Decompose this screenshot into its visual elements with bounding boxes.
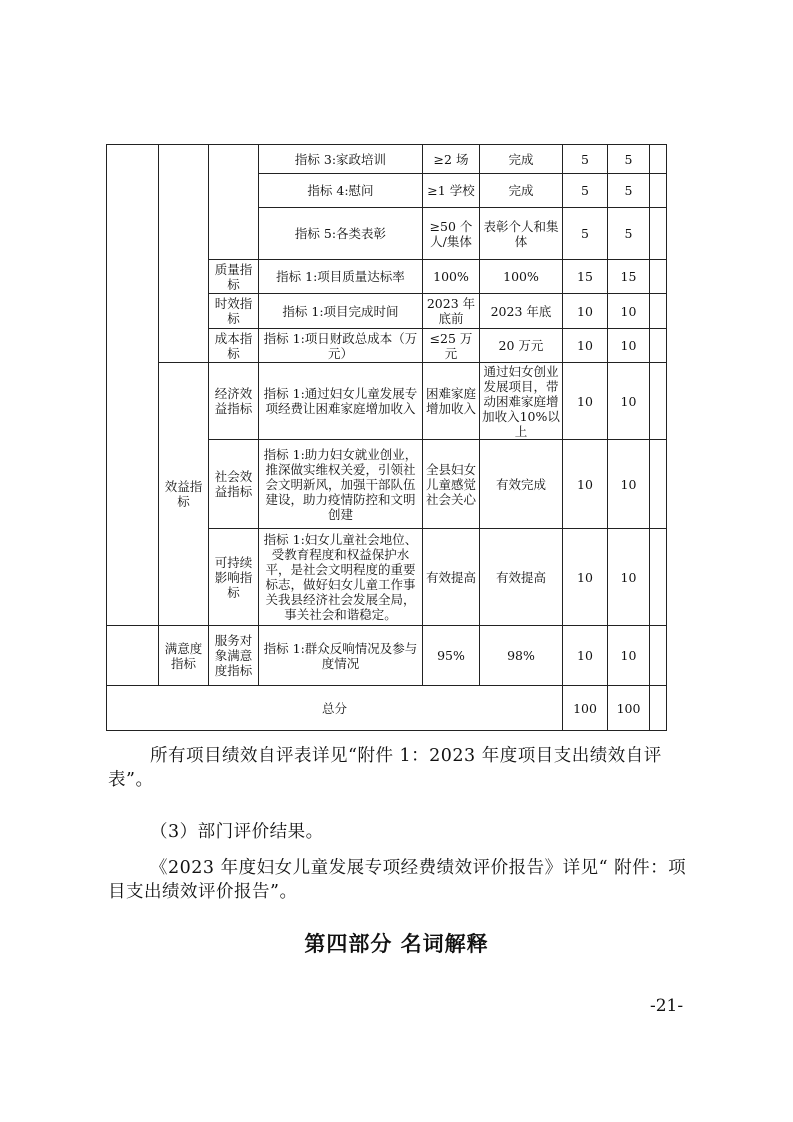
actual-cell: 完成 — [480, 174, 563, 208]
sub-category-cell: 成本指标 — [209, 329, 259, 363]
target-cell: ≤25 万元 — [423, 329, 480, 363]
actual-cell: 通过妇女创业发展项目，带动困难家庭增加收入10%以上 — [480, 363, 563, 440]
remark-cell — [650, 294, 667, 329]
target-cell: ≥50 个人/集体 — [423, 208, 480, 260]
level1-cell-empty — [107, 626, 159, 686]
target-cell: 95% — [423, 626, 480, 686]
remark-cell — [650, 686, 667, 731]
remark-cell — [650, 529, 667, 626]
level2-cell-empty — [159, 145, 209, 363]
sub-category-cell: 时效指标 — [209, 294, 259, 329]
score-cell: 5 — [608, 208, 650, 260]
paragraph-dept-result: （3）部门评价结果。 — [150, 822, 324, 842]
indicator-cell: 指标 1:项日财政总成本（万元） — [259, 329, 423, 363]
target-cell: 有效提高 — [423, 529, 480, 626]
score-cell: 10 — [608, 329, 650, 363]
target-cell: ≥1 学校 — [423, 174, 480, 208]
remark-cell — [650, 208, 667, 260]
actual-cell: 100% — [480, 260, 563, 294]
remark-cell — [650, 260, 667, 294]
target-cell: 2023 年底前 — [423, 294, 480, 329]
paragraph-report-ref: 《2023 年度妇女儿童发展专项经费绩效评价报告》详见“ 附件：项目支出绩效评价报告”。 — [108, 858, 687, 902]
weight-cell: 10 — [563, 440, 608, 529]
table-row-total — [107, 686, 667, 731]
actual-cell: 表彰个人和集体 — [480, 208, 563, 260]
remark-cell — [650, 145, 667, 174]
actual-cell: 完成 — [480, 145, 563, 174]
score-cell: 10 — [608, 440, 650, 529]
target-cell: 困难家庭增加收入 — [423, 363, 480, 440]
actual-cell: 有效完成 — [480, 440, 563, 529]
benefit-category-cell: 效益指标 — [159, 363, 209, 626]
section-heading: 第四部分 名词解释 — [304, 931, 489, 956]
indicator-cell: 指标 1:项目完成时间 — [259, 294, 423, 329]
weight-cell: 10 — [563, 529, 608, 626]
weight-cell: 10 — [563, 363, 608, 440]
score-cell: 10 — [608, 363, 650, 440]
weight-cell: 5 — [563, 174, 608, 208]
indicator-cell: 指标 1:妇女儿童社会地位、受教育程度和权益保护水平，是社会文明程度的重要标志，做好妇女儿童工作事关我县经济社会发展全局，事关社会和谐稳定。 — [259, 529, 423, 626]
indicator-cell: 指标 5:各类表彰 — [259, 208, 423, 260]
indicator-cell: 指标 1:项目质量达标率 — [259, 260, 423, 294]
weight-cell: 5 — [563, 145, 608, 174]
total-label-cell: 总分 — [107, 686, 563, 731]
satisfaction-category-cell: 满意度指标 — [159, 626, 209, 686]
actual-cell: 98% — [480, 626, 563, 686]
remark-cell — [650, 329, 667, 363]
indicator-cell: 指标 1:助力妇女就业创业，推深做实维权关爱，引领社会文明新风，加强干部队伍建设，助力疫情防控和文明创建 — [259, 440, 423, 529]
sub-category-cell: 可持续影响指标 — [209, 529, 259, 626]
weight-cell: 10 — [563, 626, 608, 686]
score-cell: 10 — [608, 529, 650, 626]
score-cell: 10 — [608, 294, 650, 329]
sub-category-cell: 社会效益指标 — [209, 440, 259, 529]
level3-cell-empty — [209, 145, 259, 260]
target-cell: ≥2 场 — [423, 145, 480, 174]
sub-category-cell: 服务对象满意度指标 — [209, 626, 259, 686]
actual-cell: 有效提高 — [480, 529, 563, 626]
remark-cell — [650, 174, 667, 208]
paragraph-appendix-ref: 所有项目绩效自评表详见“附件 1：2023 年度项目支出绩效自评表”。 — [108, 746, 662, 790]
total-score-cell: 100 — [608, 686, 650, 731]
indicator-cell: 指标 1:群众反响情况及参与度情况 — [259, 626, 423, 686]
actual-cell: 2023 年底 — [480, 294, 563, 329]
weight-cell: 5 — [563, 208, 608, 260]
target-cell: 100% — [423, 260, 480, 294]
indicator-cell: 指标 3:家政培训 — [259, 145, 423, 174]
remark-cell — [650, 626, 667, 686]
score-cell: 15 — [608, 260, 650, 294]
table-row — [107, 626, 667, 686]
table-row — [107, 363, 667, 440]
sub-category-cell: 质量指标 — [209, 260, 259, 294]
target-cell: 全县妇女儿童感觉社会关心 — [423, 440, 480, 529]
performance-table — [106, 144, 667, 731]
score-cell: 10 — [608, 626, 650, 686]
level1-cell-empty — [107, 145, 159, 626]
weight-cell: 15 — [563, 260, 608, 294]
actual-cell: 20 万元 — [480, 329, 563, 363]
score-cell: 5 — [608, 174, 650, 208]
indicator-cell: 指标 4:慰问 — [259, 174, 423, 208]
remark-cell — [650, 440, 667, 529]
sub-category-cell: 经济效益指标 — [209, 363, 259, 440]
table-row — [107, 145, 667, 174]
indicator-cell: 指标 1:通过妇女儿童发展专项经费让困难家庭增加收入 — [259, 363, 423, 440]
page-number: -21- — [650, 996, 684, 1016]
score-cell: 5 — [608, 145, 650, 174]
weight-cell: 10 — [563, 294, 608, 329]
weight-cell: 10 — [563, 329, 608, 363]
remark-cell — [650, 363, 667, 440]
total-weight-cell: 100 — [563, 686, 608, 731]
